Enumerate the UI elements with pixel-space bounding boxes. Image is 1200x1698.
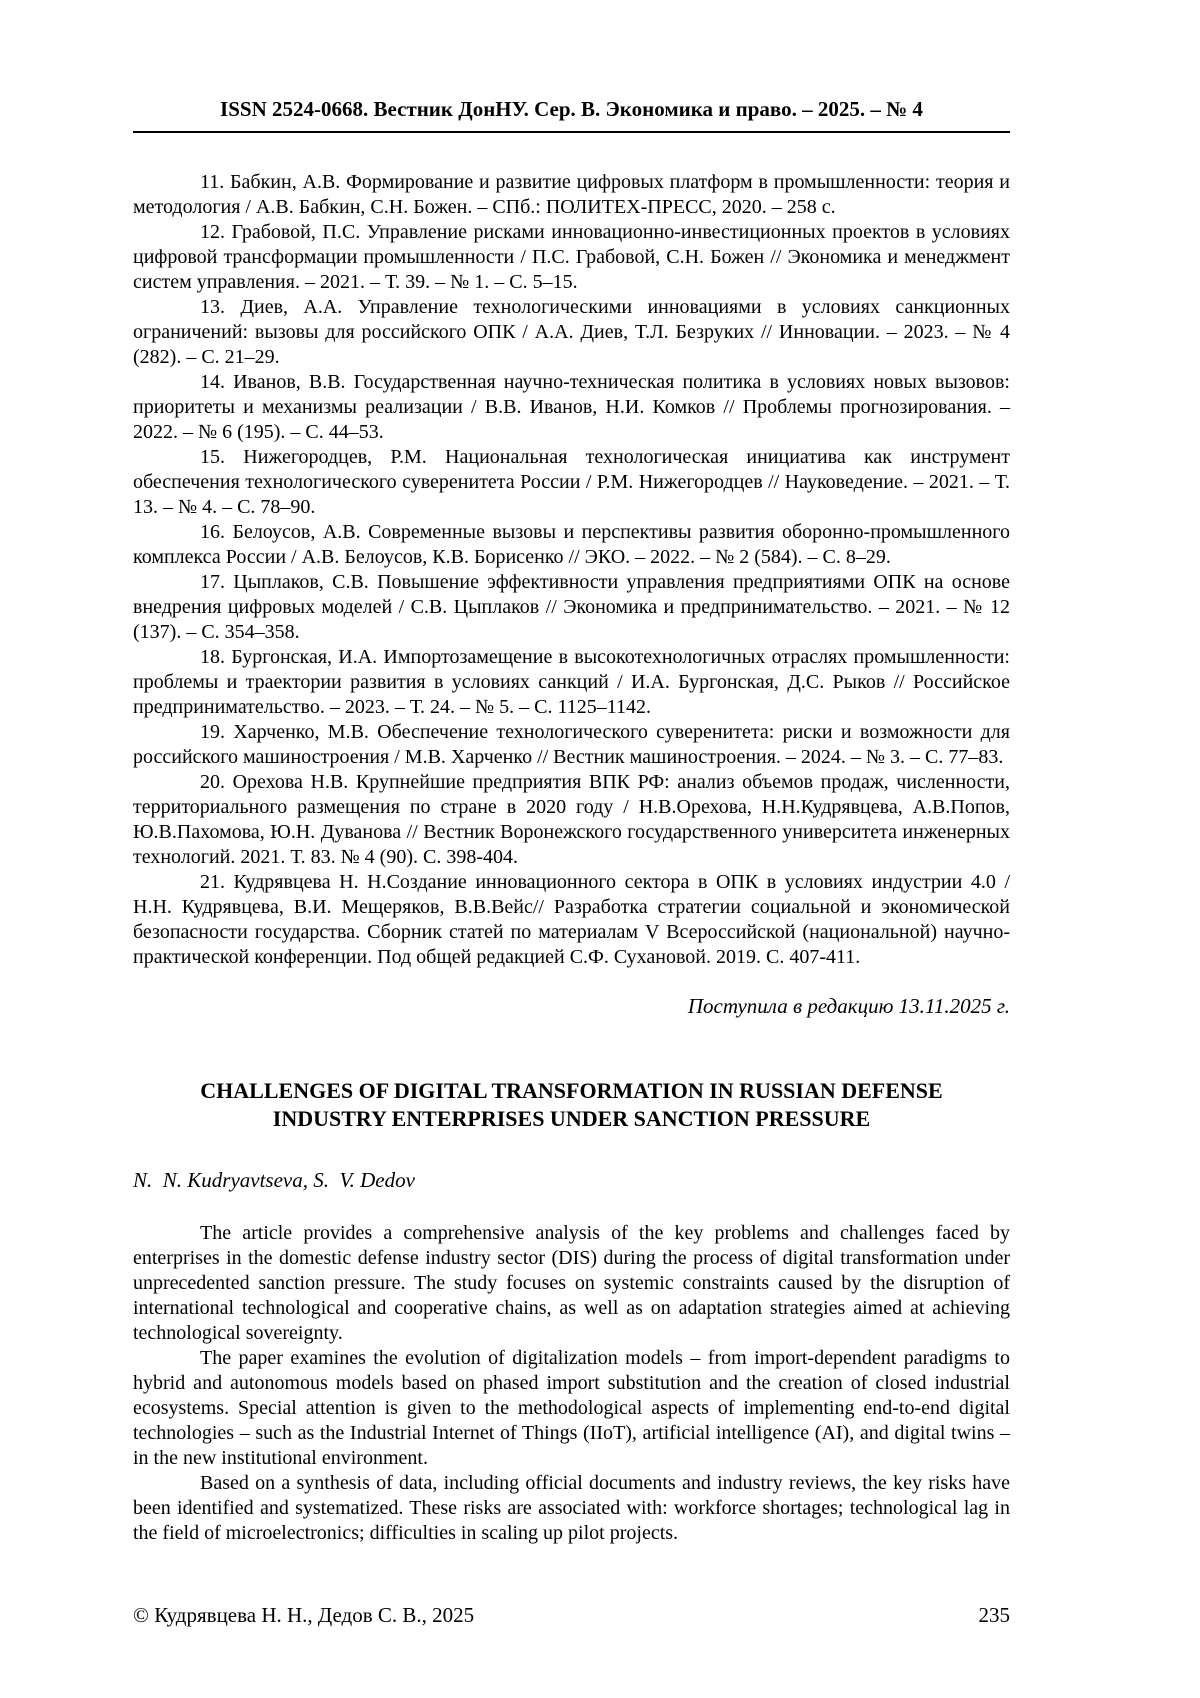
reference-item: 14. Иванов, В.В. Государственная научно-техническая политика в условиях новых вызовов: приоритеты и механизмы реализации / В.В. Иванов, Н.И. Комков // Проблемы прогнозирования. – 2022. – № 6 (195). – С. 44–53. — [133, 371, 1010, 443]
reference-item: 13. Диев, А.А. Управление технологическими инновациями в условиях санкционных ограничений: вызовы для российского ОПК / А.А. Диев, Т.Л. Безруких // Инновации. – 2023. – № 4 (282). – С. 21–29. — [133, 296, 1010, 368]
abstract-paragraph: The article provides a comprehensive analysis of the key problems and challenges faced by enterprises in the domestic defense industry sector (DIS) during the process of digital transformation under unprecedented sanction pressure. The study focuses on systemic constraints caused by the disruption of international technological and cooperative chains, as well as on adaptation strategies aimed at achieving technological sovereignty. — [133, 1222, 1010, 1344]
copyright-notice: © Кудрявцева Н. Н., Дедов С. В., 2025 — [133, 1603, 475, 1627]
reference-item: 17. Цыплаков, С.В. Повышение эффективности управления предприятиями ОПК на основе внедрения цифровых моделей / С.В. Цыплаков // Экономика и предпринимательство. – 2021. – № 12 (137). – С. 354–358. — [133, 571, 1010, 643]
abstract-paragraph: The paper examines the evolution of digitalization models – from import-dependent paradigms to hybrid and autonomous models based on phased import substitution and the creation of closed industrial ecosystems. Special attention is given to the methodological aspects of implementing end-to-end digital technologies – such as the Industrial Internet of Things (IIoT), artificial intelligence (AI), and digital twins – in the new institutional environment. — [133, 1347, 1010, 1469]
reference-item: 21. Кудрявцева Н. Н.Создание инновационного сектора в ОПК в условиях индустрии 4.0 / Н.Н. Кудрявцева, В.И. Мещеряков, В.В.Вейс// Разработка стратегии социальной и экономической безопасности государства. Сборник статей по материалам V Всероссийской (национальной) научно-практической конференции. Под общей редакцией С.Ф. Сухановой. 2019. С. 407-411. — [133, 871, 1010, 968]
page-number: 235 — [978, 1603, 1010, 1627]
reference-item: 16. Белоусов, А.В. Современные вызовы и перспективы развития оборонно-промышленного комплекса России / А.В. Белоусов, К.В. Борисенко // ЭКО. – 2022. – № 2 (584). – С. 8–29. — [133, 521, 1010, 568]
reference-item: 11. Бабкин, А.В. Формирование и развитие цифровых платформ в промышленности: теория и методология / А.В. Бабкин, С.Н. Божен. – СПб.: ПОЛИТЕХ-ПРЕСС, 2020. – 258 с. — [133, 171, 1010, 218]
page-footer — [133, 1602, 1010, 1628]
reference-item: 20. Орехова Н.В. Крупнейшие предприятия ВПК РФ: анализ объемов продаж, численности, территориального размещения по стране в 2020 году / Н.В.Орехова, Н.Н.Кудрявцева, А.В.Попов, Ю.В.Пахомова, Ю.Н. Дуванова // Вестник Воронежского государственного университета инженерных технологий. 2021. Т. 83. № 4 (90). С. 398-404. — [133, 771, 1010, 868]
reference-item: 18. Бургонская, И.А. Импортозамещение в высокотехнологичных отраслях промышленности: проблемы и траектории развития в условиях санкций / И.А. Бургонская, Д.С. Рыков // Российское предпринимательство. – 2023. – Т. 24. – № 5. – С. 1125–1142. — [133, 646, 1010, 718]
article-title-line: INDUSTRY ENTERPRISES UNDER SANCTION PRESSURE — [272, 1106, 871, 1131]
reference-item: 15. Нижегородцев, Р.М. Национальная технологическая инициатива как инструмент обеспечения технологического суверенитета России / Р.М. Нижегородцев // Науковедение. – 2021. – Т. 13. – № 4. – С. 78–90. — [133, 446, 1010, 518]
abstract — [133, 1221, 1010, 1546]
journal-header: ISSN 2524-0668. Вестник ДонНУ. Сер. В. Экономика и право. – 2025. – № 4 — [133, 96, 1010, 133]
page-content — [133, 0, 1010, 1546]
received-date-note: Поступила в редакцию 13.11.2025 г. — [687, 994, 1010, 1018]
reference-list — [133, 170, 1010, 970]
article-title-line: CHALLENGES OF DIGITAL TRANSFORMATION IN RUSSIAN DEFENSE — [200, 1078, 943, 1103]
reference-item: 12. Грабовой, П.С. Управление рисками инновационно-инвестиционных проектов в условиях цифровой трансформации промышленности / П.С. Грабовой, С.Н. Божен // Экономика и менеджмент систем управления. – 2021. – Т. 39. – № 1. – С. 5–15. — [133, 221, 1010, 293]
abstract-paragraph: Based on a synthesis of data, including official documents and industry reviews, the key risks have been identified and systematized. These risks are associated with: workforce shortages; technological lag in the field of microelectronics; difficulties in scaling up pilot projects. — [133, 1472, 1010, 1544]
authors-line: N. N. Kudryavtseva, S. V. Dedov — [133, 1168, 415, 1192]
reference-item: 19. Харченко, М.В. Обеспечение технологического суверенитета: риски и возможности для российского машиностроения / М.В. Харченко // Вестник машиностроения. – 2024. – № 3. – С. 77–83. — [133, 721, 1010, 768]
article-title-english — [133, 1077, 1010, 1133]
